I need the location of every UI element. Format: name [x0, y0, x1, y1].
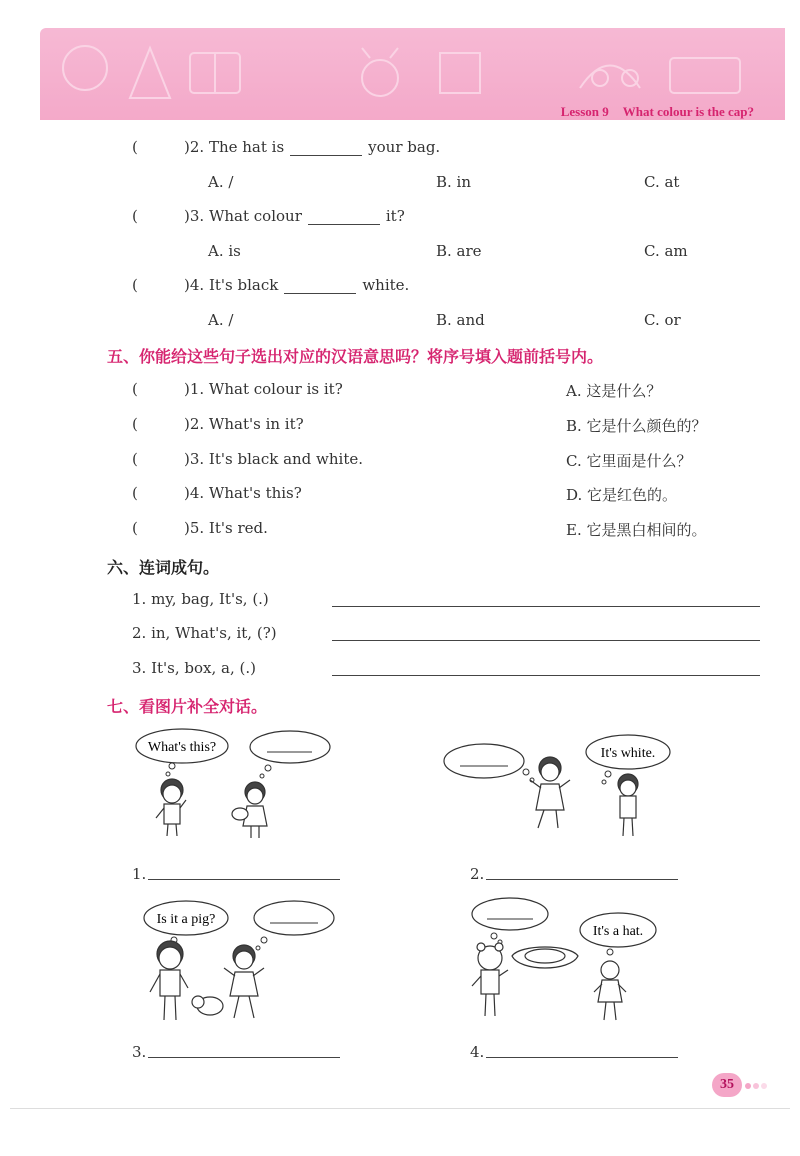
fill-blank[interactable]: [308, 210, 380, 225]
option-c[interactable]: C. at: [644, 173, 680, 191]
option-b[interactable]: B. in: [436, 173, 472, 191]
option-a[interactable]: A. is: [208, 242, 241, 260]
answer-paren[interactable]: (: [132, 138, 138, 156]
picture-4: [460, 896, 680, 1031]
page-dots-icon: [744, 1082, 768, 1090]
word-order-item: 2. in, What's, it, (?): [132, 624, 277, 642]
match-option: E. 它是黑白相间的。: [566, 521, 707, 539]
answer-line[interactable]: [332, 606, 760, 607]
boy-figure-icon: [150, 941, 188, 1020]
answer-paren[interactable]: (: [132, 519, 138, 537]
match-row: ( )4. What's this?: [132, 484, 302, 502]
lesson-title: [561, 104, 754, 120]
option-c[interactable]: C. am: [644, 242, 688, 260]
option-a[interactable]: A. /: [208, 173, 234, 191]
answer-line[interactable]: [332, 640, 760, 641]
girl-figure-icon: [530, 757, 570, 828]
answer-paren[interactable]: (: [132, 276, 138, 294]
answer-line[interactable]: [148, 879, 340, 880]
option-a[interactable]: A. /: [208, 311, 234, 329]
match-row: ( )1. What colour is it?: [132, 380, 343, 398]
match-option: C. 它里面是什么？: [566, 452, 692, 470]
girl-figure-icon: [224, 945, 264, 1018]
answer-paren[interactable]: (: [132, 415, 138, 433]
match-row: ( )5. It's red.: [132, 519, 268, 537]
speech-bubble-text: Is it a pig?: [156, 912, 216, 927]
boy-figure-icon: [156, 779, 186, 836]
answer-paren[interactable]: (: [132, 207, 138, 225]
speech-bubble-text: What's this?: [147, 740, 217, 755]
answer-line[interactable]: [148, 1057, 340, 1058]
lesson-number: Lesson 9: [560, 104, 609, 119]
picture-1: [130, 724, 350, 854]
girl-figure-icon: [232, 782, 267, 838]
fill-blank[interactable]: [290, 141, 362, 156]
dialogue-number: 3.: [132, 1043, 147, 1061]
fill-blank[interactable]: [284, 279, 356, 294]
lesson-heading: What colour is the cap?: [622, 104, 754, 119]
question-item: ( )3. What colour it?: [132, 207, 405, 225]
hat-thought-icon: [512, 947, 578, 968]
picture-2: [440, 724, 680, 854]
speech-bubble-text: It's a hat.: [592, 924, 644, 939]
answer-paren[interactable]: (: [132, 484, 138, 502]
match-option: B. 它是什么颜色的？: [566, 417, 707, 435]
section-5-title: 五、你能给这些句子选出对应的汉语意思吗？将序号填入题前括号内。: [107, 347, 604, 366]
picture-3: [138, 896, 358, 1031]
word-order-item: 3. It's, box, a, (.): [132, 659, 256, 677]
section-7-title: 七、看图片补全对话。: [107, 697, 268, 716]
bear-figure-icon: [472, 943, 508, 1016]
page-number: 35: [712, 1073, 742, 1097]
option-b[interactable]: B. are: [436, 242, 482, 260]
answer-line[interactable]: [332, 675, 760, 676]
option-c[interactable]: C. or: [644, 311, 681, 329]
question-item: ( )2. The hat is your bag.: [132, 138, 441, 156]
answer-line[interactable]: [486, 1057, 678, 1058]
match-option: D. 它是红色的。: [566, 486, 678, 504]
pig-icon: [192, 996, 223, 1015]
boy-figure-icon: [618, 774, 638, 836]
question-item: ( )4. It's black white.: [132, 276, 410, 294]
answer-paren[interactable]: (: [132, 380, 138, 398]
answer-line[interactable]: [486, 879, 678, 880]
word-order-item: 1. my, bag, It's, (.): [132, 590, 269, 608]
match-row: ( )3. It's black and white.: [132, 450, 364, 468]
dialogue-number: 2.: [470, 865, 485, 883]
dialogue-number: 1.: [132, 865, 147, 883]
dialogue-number: 4.: [470, 1043, 485, 1061]
match-row: ( )2. What's in it?: [132, 415, 304, 433]
match-option: A. 这是什么？: [566, 382, 662, 400]
section-6-title: 六、连词成句。: [107, 558, 220, 577]
footer-divider: [10, 1108, 790, 1109]
option-b[interactable]: B. and: [436, 311, 485, 329]
girl-figure-icon: [594, 961, 626, 1020]
answer-paren[interactable]: (: [132, 450, 138, 468]
speech-bubble-text: It's white.: [600, 746, 656, 761]
